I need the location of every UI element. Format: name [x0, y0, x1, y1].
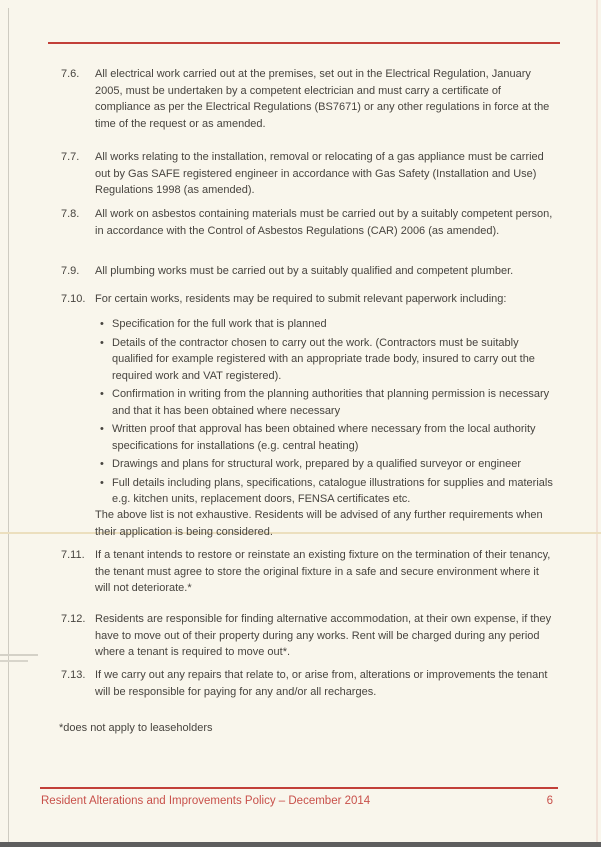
clause-7-11: [61, 547, 555, 597]
clause-text: All electrical work carried out at the premises, set out in the Electrical Regulation, January 2005, must be undertaken by a competent electrician and must carry a certificate of compliance as per the Electrical Regulations (BS7671) or any other regulations in force at the time of the request or as amended.: [95, 68, 550, 130]
clause-number: 7.7.: [61, 151, 80, 163]
clause-text: Residents are responsible for finding alternative accommodation, at their own expense, if they have to move out of their property during any works. Rent will be charged during any period where a tenant is required to move out*.: [95, 613, 552, 658]
clause-text: If we carry out any repairs that relate to, or arise from, alterations or improvements the tenant will be responsible for paying for any and/or all recharges.: [95, 669, 548, 698]
footer-red-rule: [40, 787, 558, 789]
scan-edge-left-line: [8, 8, 9, 847]
clause-7-13: [61, 667, 555, 700]
clause-number: 7.9.: [61, 265, 80, 277]
bullet-item: • Drawings and plans for structural work, prepared by a qualified surveyor or engineer: [95, 456, 555, 473]
clause-number: 7.13.: [61, 669, 86, 681]
page-footer: [41, 793, 553, 810]
clause-7-6: [61, 66, 555, 132]
bullet-item: • Details of the contractor chosen to carry out the work. (Contractors must be suitably qualified for example registered with an appropriate trade body, insured to carry out the required work and VAT registered).: [95, 335, 555, 385]
bullet-item: • Confirmation in writing from the planning authorities that planning permission is necessary and that it has been obtained where necessary: [95, 386, 555, 419]
scan-edge-right-tint: [596, 0, 598, 847]
top-red-rule: [48, 42, 560, 44]
clause-number: 7.8.: [61, 208, 80, 220]
scan-edge-bottom-strip: [0, 842, 601, 847]
clause-number: 7.10.: [61, 293, 86, 305]
clause-text: All plumbing works must be carried out by a suitably qualified and competent plumber.: [95, 265, 514, 277]
clause-number: 7.6.: [61, 68, 80, 80]
leaseholder-footnote: *does not apply to leaseholders: [59, 722, 213, 734]
clause-7-8: [61, 206, 555, 239]
clause-7-12: [61, 611, 555, 661]
bullet-item: • Written proof that approval has been obtained where necessary from the local authority specifications for installations (e.g. central heating): [95, 421, 555, 454]
clause-7-7: [61, 149, 555, 199]
clause-number: 7.11.: [61, 549, 85, 561]
clause-text: For certain works, residents may be required to submit relevant paperwork including:: [95, 293, 507, 305]
scan-artifact-dash: [0, 660, 28, 662]
clause-text: If a tenant intends to restore or reinstate an existing fixture on the termination of their tenancy, the tenant must agree to store the original fixture in a safe and secure environment where it will not deteriorate.*: [95, 549, 551, 594]
clause-text: All work on asbestos containing materials must be carried out by a suitably competent person, in accordance with the Control of Asbestos Regulations (CAR) 2006 (as amended).: [95, 208, 553, 237]
footer-document-title: Resident Alterations and Improvements Policy – December 2014: [41, 795, 371, 807]
clause-number: 7.12.: [61, 613, 86, 625]
clause-text: All works relating to the installation, removal or relocating of a gas appliance must be carried out by Gas SAFE registered engineer in accordance with Gas Safety (Installation and Use) Regulations 1998 (as amended).: [95, 151, 544, 196]
scan-artifact-dash: [0, 654, 38, 656]
clause-7-10: [61, 291, 555, 308]
clause-7-9: [61, 263, 555, 280]
bullet-item: • Specification for the full work that is planned: [95, 316, 555, 333]
footer-page-number: 6: [546, 795, 553, 807]
closing-note: The above list is not exhaustive. Residents will be advised of any further requirements when their application is being considered.: [95, 509, 543, 538]
paperwork-bullet-list: [95, 316, 555, 510]
bullet-item: • Full details including plans, specifications, catalogue illustrations for supplies and materials e.g. kitchen units, replacement doors, FENSA certificates etc.: [95, 475, 555, 508]
